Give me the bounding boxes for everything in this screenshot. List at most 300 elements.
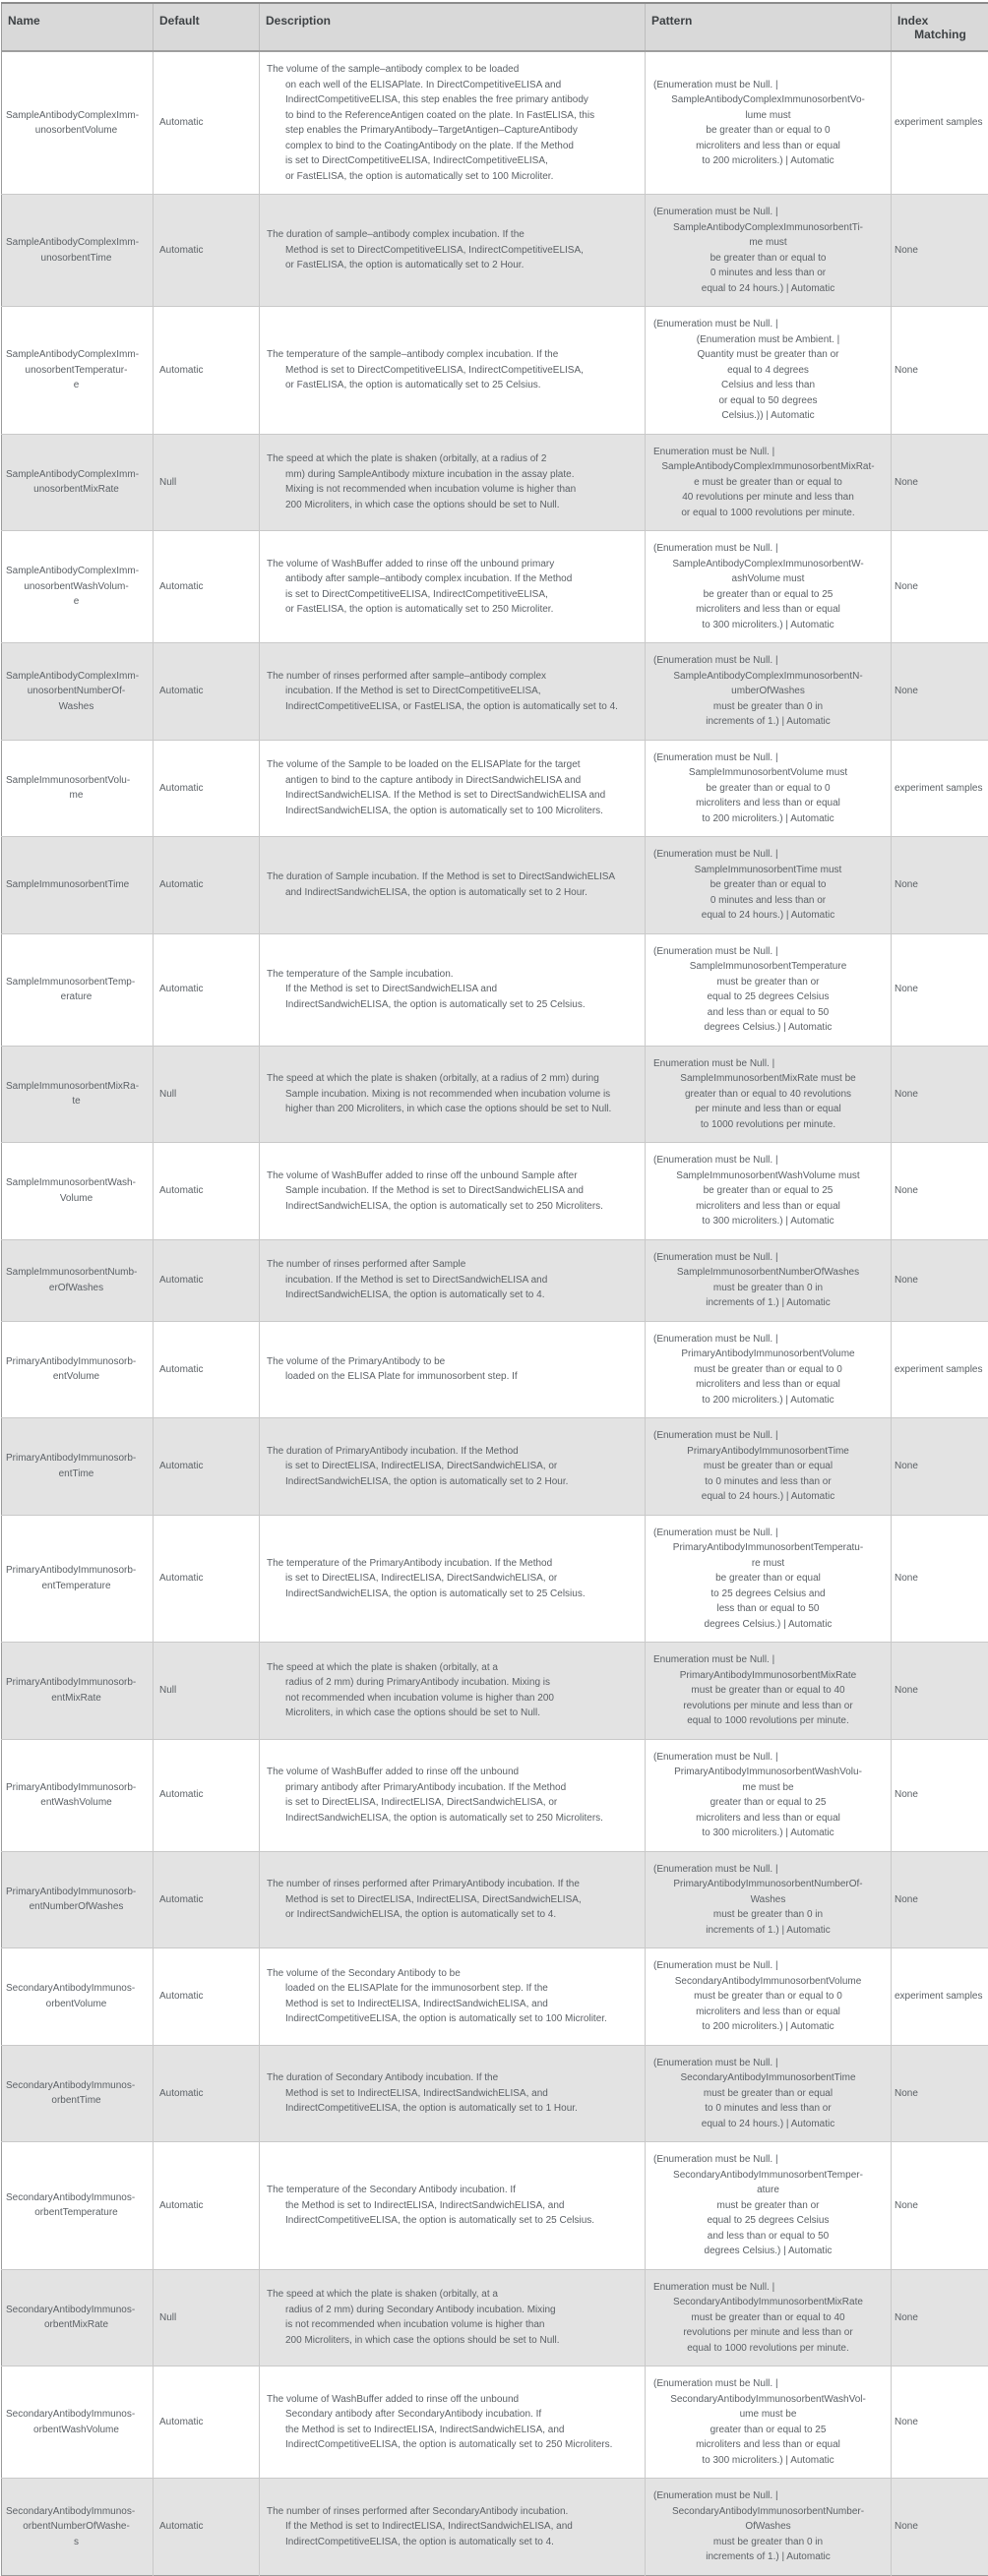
option-name-cell <box>2 643 154 741</box>
text-line: SecondaryAntibodyImmunos- <box>6 2407 147 2423</box>
option-name-cell <box>2 2045 154 2142</box>
text-line: unosorbentNumberOf- <box>6 684 147 699</box>
text-line: SecondaryAntibodyImmunos- <box>6 2190 147 2206</box>
text-line: or IndirectSandwichELISA, the option is automatically set to 4. <box>267 1907 639 1923</box>
text-line: SecondaryAntibodyImmunos- <box>6 2504 147 2520</box>
text-line: microliters and less than or equal <box>653 1377 883 1393</box>
text-line: The volume of the sample–antibody complex to be loaded <box>267 62 639 78</box>
text-line: SecondaryAntibodyImmunosorbentWashVol- <box>653 2392 883 2408</box>
text-line: to 1000 revolutions per minute. <box>653 1117 883 1133</box>
table-row <box>2 1643 988 1740</box>
text-line: unosorbentVolume <box>6 123 147 139</box>
description-cell <box>260 740 646 837</box>
text-line: (Enumeration must be Null. | <box>653 1428 883 1444</box>
default-value-cell: Automatic <box>154 195 260 307</box>
text-line: OfWashes <box>653 2519 883 2535</box>
text-line: must be greater than or equal to 40 <box>653 1683 883 1699</box>
index-matching-cell: None <box>892 933 988 1046</box>
text-line: or FastELISA, the option is automatically set to 2 Hour. <box>267 258 639 273</box>
text-line: complex to bind to the CoatingAntibody on the plate. If the Method <box>267 139 639 154</box>
pattern-cell <box>646 1321 892 1418</box>
options-table-body <box>2 51 988 2575</box>
default-value-cell: Automatic <box>154 1948 260 2046</box>
index-matching-cell: None <box>892 2142 988 2270</box>
text-line: PrimaryAntibodyImmunosorbentWashVolu- <box>653 1765 883 1780</box>
option-name-cell <box>2 740 154 837</box>
text-line: orbentVolume <box>6 1997 147 2012</box>
text-line: unosorbentTime <box>6 251 147 267</box>
text-line: must be greater than or <box>653 2198 883 2214</box>
pattern-cell <box>646 307 892 435</box>
text-line: IndirectSandwichELISA, the option is automatically set to 250 Microliters. <box>267 1199 639 1215</box>
description-cell <box>260 531 646 643</box>
text-line: lume must <box>653 108 883 124</box>
text-line: e <box>6 378 147 393</box>
text-line: be greater than or equal to 25 <box>653 587 883 603</box>
table-row <box>2 51 988 195</box>
text-line: less than or equal to 50 <box>653 1601 883 1617</box>
text-line: must be greater than 0 in <box>653 699 883 715</box>
table-row <box>2 531 988 643</box>
text-line: equal to 4 degrees <box>653 363 883 379</box>
text-line: SampleAntibodyComplexImm- <box>6 108 147 124</box>
option-name-cell <box>2 1046 154 1143</box>
table-row <box>2 2269 988 2366</box>
text-line: Enumeration must be Null. | <box>653 2280 883 2296</box>
table-row <box>2 740 988 837</box>
text-line: SampleImmunosorbentVolume must <box>653 765 883 781</box>
text-line: orbentNumberOfWashe- <box>6 2519 147 2535</box>
text-line: equal to 24 hours.) | Automatic <box>653 908 883 924</box>
text-line: IndirectCompetitiveELISA, the option is automatically set to 25 Celsius. <box>267 2213 639 2229</box>
text-line: degrees Celsius.) | Automatic <box>653 1020 883 1036</box>
description-cell <box>260 195 646 307</box>
text-line: SampleAntibodyComplexImmunosorbentVo- <box>653 92 883 108</box>
text-line: The temperature of the Secondary Antibody incubation. If <box>267 2183 639 2198</box>
text-line: equal to 24 hours.) | Automatic <box>653 281 883 297</box>
option-name-cell <box>2 2269 154 2366</box>
text-line: orbentMixRate <box>6 2317 147 2333</box>
text-line: IndirectSandwichELISA, the option is automatically set to 25 Celsius. <box>267 1587 639 1602</box>
text-line: degrees Celsius.) | Automatic <box>653 2244 883 2259</box>
table-row <box>2 933 988 1046</box>
text-line: If the Method is set to DirectSandwichELISA and <box>267 982 639 997</box>
text-line: antibody after sample–antibody complex incubation. If the Method <box>267 571 639 587</box>
text-line: PrimaryAntibodyImmunosorb- <box>6 1451 147 1467</box>
text-line: orbentTime <box>6 2093 147 2109</box>
description-cell <box>260 2269 646 2366</box>
text-line: SecondaryAntibodyImmunosorbentTime <box>653 2070 883 2086</box>
text-line: The volume of WashBuffer added to rinse off the unbound <box>267 2392 639 2408</box>
text-line: SampleImmunosorbentNumb- <box>6 1265 147 1281</box>
table-row <box>2 2045 988 2142</box>
index-matching-cell: None <box>892 643 988 741</box>
table-row <box>2 2479 988 2576</box>
option-name-cell <box>2 933 154 1046</box>
default-value-cell: Null <box>154 2269 260 2366</box>
text-line: revolutions per minute and less than or <box>653 2325 883 2341</box>
table-row <box>2 1143 988 1240</box>
text-line: must be greater than or equal to 0 <box>653 1362 883 1378</box>
text-line: to 200 microliters.) | Automatic <box>653 811 883 827</box>
option-name-cell <box>2 2479 154 2576</box>
text-line: The volume of WashBuffer added to rinse off the unbound Sample after <box>267 1168 639 1184</box>
index-matching-cell: None <box>892 837 988 934</box>
text-line: SampleAntibodyComplexImmunosorbentMixRat- <box>653 459 883 475</box>
text-line: The volume of the Secondary Antibody to be <box>267 1966 639 1982</box>
text-line: greater than or equal to 25 <box>653 1795 883 1811</box>
text-line: to bind to the ReferenceAntigen coated on the plate. In FastELISA, this <box>267 108 639 124</box>
text-line: The temperature of the PrimaryAntibody incubation. If the Method <box>267 1556 639 1572</box>
index-matching-cell: None <box>892 434 988 531</box>
text-line: microliters and less than or equal <box>653 2005 883 2020</box>
pattern-cell <box>646 2269 892 2366</box>
text-line: re must <box>653 1556 883 1572</box>
text-line: 0 minutes and less than or <box>653 893 883 909</box>
text-line: to 300 microliters.) | Automatic <box>653 618 883 633</box>
option-name-cell <box>2 1239 154 1321</box>
text-line: IndirectSandwichELISA, the option is automatically set to 100 Microliters. <box>267 804 639 819</box>
text-line: to 0 minutes and less than or <box>653 1474 883 1490</box>
text-line: the Method is set to IndirectELISA, IndirectSandwichELISA, and <box>267 2423 639 2438</box>
column-header-description <box>260 3 646 51</box>
text-line: is set to DirectCompetitiveELISA, IndirectCompetitiveELISA, <box>267 153 639 169</box>
description-cell <box>260 2142 646 2270</box>
text-line: SampleAntibodyComplexImm- <box>6 235 147 251</box>
text-line: and IndirectSandwichELISA, the option is automatically set to 2 Hour. <box>267 885 639 901</box>
text-line: (Enumeration must be Null. | <box>653 1250 883 1266</box>
default-value-cell: Automatic <box>154 1143 260 1240</box>
text-line: SampleAntibodyComplexImm- <box>6 669 147 685</box>
text-line: (Enumeration must be Ambient. | <box>653 332 883 348</box>
option-name-cell <box>2 531 154 643</box>
text-line: incubation. If the Method is set to DirectSandwichELISA and <box>267 1273 639 1288</box>
text-line: equal to 24 hours.) | Automatic <box>653 1489 883 1505</box>
text-line: (Enumeration must be Null. | <box>653 653 883 669</box>
text-line: (Enumeration must be Null. | <box>653 1750 883 1766</box>
text-line: The duration of PrimaryAntibody incubation. If the Method <box>267 1444 639 1460</box>
text-line: equal to 25 degrees Celsius <box>653 989 883 1005</box>
pattern-cell <box>646 2142 892 2270</box>
index-matching-cell: None <box>892 1143 988 1240</box>
pattern-cell <box>646 740 892 837</box>
text-line: Name <box>8 14 147 28</box>
text-line: to 300 microliters.) | Automatic <box>653 2453 883 2469</box>
text-line: ume must be <box>653 2407 883 2423</box>
text-line: The number of rinses performed after PrimaryAntibody incubation. If the <box>267 1877 639 1892</box>
text-line: (Enumeration must be Null. | <box>653 2056 883 2071</box>
text-line: te <box>6 1094 147 1109</box>
text-line: me must be <box>653 1780 883 1796</box>
text-line: is not recommended when incubation volume is higher than <box>267 2317 639 2333</box>
description-cell <box>260 307 646 435</box>
table-row <box>2 307 988 435</box>
text-line: increments of 1.) | Automatic <box>653 1295 883 1311</box>
text-line: to 200 microliters.) | Automatic <box>653 153 883 169</box>
text-line: incubation. If the Method is set to DirectCompetitiveELISA, <box>267 684 639 699</box>
default-value-cell: Automatic <box>154 1515 260 1643</box>
index-matching-cell: experiment samples <box>892 1948 988 2046</box>
text-line: per minute and less than or equal <box>653 1102 883 1117</box>
index-matching-cell: None <box>892 1643 988 1740</box>
description-cell <box>260 1418 646 1516</box>
text-line: SampleAntibodyComplexImmunosorbentN- <box>653 669 883 685</box>
text-line: The number of rinses performed after SecondaryAntibody incubation. <box>267 2504 639 2520</box>
text-line: SecondaryAntibodyImmunos- <box>6 1981 147 1997</box>
text-line: PrimaryAntibodyImmunosorbentMixRate <box>653 1668 883 1684</box>
text-line: SampleAntibodyComplexImmunosorbentW- <box>653 557 883 572</box>
description-cell <box>260 643 646 741</box>
text-line: If the Method is set to IndirectELISA, IndirectSandwichELISA, and <box>267 2519 639 2535</box>
text-line: SampleImmunosorbentNumberOfWashes <box>653 1265 883 1281</box>
pattern-cell <box>646 2479 892 2576</box>
text-line: (Enumeration must be Null. | <box>653 1862 883 1878</box>
index-matching-cell: experiment samples <box>892 1321 988 1418</box>
index-matching-cell: None <box>892 1739 988 1851</box>
text-line: IndirectSandwichELISA, the option is automatically set to 250 Microliters. <box>267 1811 639 1827</box>
text-line: or equal to 50 degrees <box>653 393 883 409</box>
table-row <box>2 1851 988 1948</box>
text-line: entTemperature <box>6 1579 147 1594</box>
text-line: The speed at which the plate is shaken (orbitally, at a radius of 2 mm) during <box>267 1071 639 1087</box>
text-line: IndirectCompetitiveELISA, or FastELISA, the option is automatically set to 4. <box>267 699 639 715</box>
text-line: (Enumeration must be Null. | <box>653 78 883 93</box>
text-line: (Enumeration must be Null. | <box>653 317 883 332</box>
text-line: The volume of the Sample to be loaded on the ELISAPlate for the target <box>267 757 639 773</box>
text-line: Celsius.)) | Automatic <box>653 408 883 424</box>
pattern-cell <box>646 195 892 307</box>
description-cell <box>260 2479 646 2576</box>
text-line: Enumeration must be Null. | <box>653 1056 883 1072</box>
table-row <box>2 1239 988 1321</box>
text-line: be greater than or equal <box>653 1571 883 1587</box>
text-line: increments of 1.) | Automatic <box>653 714 883 730</box>
text-line: must be greater than or equal to 0 <box>653 1989 883 2005</box>
text-line: or FastELISA, the option is automatically set to 100 Microliter. <box>267 169 639 185</box>
pattern-cell <box>646 1143 892 1240</box>
text-line: SecondaryAntibodyImmunosorbentTemper- <box>653 2168 883 2184</box>
text-line: must be greater than or equal <box>653 2086 883 2102</box>
table-row <box>2 1948 988 2046</box>
text-line: SampleAntibodyComplexImmunosorbentTi- <box>653 220 883 236</box>
text-line: e <box>6 594 147 610</box>
table-row <box>2 1046 988 1143</box>
table-row <box>2 434 988 531</box>
default-value-cell: Null <box>154 434 260 531</box>
text-line: (Enumeration must be Null. | <box>653 847 883 863</box>
text-line: Volume <box>6 1191 147 1207</box>
text-line: and less than or equal to 50 <box>653 1005 883 1021</box>
text-line: Method is set to DirectCompetitiveELISA, IndirectCompetitiveELISA, <box>267 363 639 379</box>
pattern-cell <box>646 1046 892 1143</box>
default-value-cell: Automatic <box>154 2479 260 2576</box>
text-line: greater than or equal to 40 revolutions <box>653 1087 883 1103</box>
text-line: (Enumeration must be Null. | <box>653 1958 883 1974</box>
text-line: s <box>6 2535 147 2550</box>
text-line: to 200 microliters.) | Automatic <box>653 2019 883 2035</box>
index-matching-cell: None <box>892 195 988 307</box>
default-value-cell: Automatic <box>154 531 260 643</box>
text-line: Celsius and less than <box>653 378 883 393</box>
text-line: mm) during SampleAntibody mixture incubation in the assay plate. <box>267 467 639 483</box>
default-value-cell: Automatic <box>154 1739 260 1851</box>
text-line: radius of 2 mm) during Secondary Antibody incubation. Mixing <box>267 2303 639 2318</box>
text-line: SecondaryAntibodyImmunosorbentVolume <box>653 1974 883 1990</box>
text-line: primary antibody after PrimaryAntibody incubation. If the Method <box>267 1780 639 1796</box>
text-line: Method is set to DirectELISA, IndirectELISA, DirectSandwichELISA, <box>267 1892 639 1908</box>
description-cell <box>260 1515 646 1643</box>
description-cell <box>260 1948 646 2046</box>
text-line: must be greater than or <box>653 975 883 990</box>
pattern-cell <box>646 531 892 643</box>
text-line: Method is set to DirectCompetitiveELISA, IndirectCompetitiveELISA, <box>267 243 639 259</box>
text-line: The duration of Secondary Antibody incubation. If the <box>267 2070 639 2086</box>
pattern-cell <box>646 837 892 934</box>
text-line: (Enumeration must be Null. | <box>653 205 883 220</box>
default-value-cell: Null <box>154 1046 260 1143</box>
text-line: equal to 25 degrees Celsius <box>653 2213 883 2229</box>
text-line: SampleImmunosorbentTemperature <box>653 959 883 975</box>
option-name-cell <box>2 2142 154 2270</box>
text-line: The volume of WashBuffer added to rinse off the unbound <box>267 1765 639 1780</box>
index-matching-cell: None <box>892 1046 988 1143</box>
text-line: SampleImmunosorbentTime must <box>653 863 883 878</box>
text-line: 200 Microliters, in which case the options should be set to Null. <box>267 2333 639 2349</box>
text-line: SampleImmunosorbentMixRa- <box>6 1079 147 1095</box>
header-row <box>2 3 988 51</box>
text-line: PrimaryAntibodyImmunosorbentNumberOf- <box>653 1877 883 1892</box>
text-line: orbentWashVolume <box>6 2423 147 2438</box>
text-line: loaded on the ELISA Plate for immunosorbent step. If <box>267 1369 639 1385</box>
text-line: e must be greater than or equal to <box>653 475 883 491</box>
text-line: to 300 microliters.) | Automatic <box>653 1826 883 1841</box>
option-name-cell <box>2 837 154 934</box>
default-value-cell: Null <box>154 1643 260 1740</box>
option-name-cell <box>2 195 154 307</box>
text-line: on each well of the ELISAPlate. In DirectCompetitiveELISA and <box>267 78 639 93</box>
pattern-cell <box>646 933 892 1046</box>
text-line: (Enumeration must be Null. | <box>653 541 883 557</box>
text-line: SampleImmunosorbentMixRate must be <box>653 1071 883 1087</box>
text-line: (Enumeration must be Null. | <box>653 2488 883 2504</box>
option-name-cell <box>2 2366 154 2479</box>
text-line: IndirectCompetitiveELISA, the option is automatically set to 4. <box>267 2535 639 2550</box>
text-line: to 200 microliters.) | Automatic <box>653 1393 883 1408</box>
text-line: microliters and less than or equal <box>653 2437 883 2453</box>
text-line: Washes <box>653 1892 883 1908</box>
text-line: be greater than or equal to 0 <box>653 123 883 139</box>
pattern-cell <box>646 434 892 531</box>
text-line: PrimaryAntibodyImmunosorb- <box>6 1780 147 1796</box>
text-line: PrimaryAntibodyImmunosorb- <box>6 1885 147 1900</box>
text-line: 40 revolutions per minute and less than <box>653 490 883 506</box>
text-line: Default <box>159 14 253 28</box>
default-value-cell: Automatic <box>154 643 260 741</box>
text-line: microliters and less than or equal <box>653 1199 883 1215</box>
text-line: Enumeration must be Null. | <box>653 1652 883 1668</box>
text-line: IndirectSandwichELISA, the option is automatically set to 2 Hour. <box>267 1474 639 1490</box>
text-line: Method is set to IndirectELISA, IndirectSandwichELISA, and <box>267 2086 639 2102</box>
text-line: erature <box>6 989 147 1005</box>
text-line: Matching <box>897 28 983 41</box>
text-line: orbentTemperature <box>6 2205 147 2221</box>
pattern-cell <box>646 2045 892 2142</box>
text-line: entVolume <box>6 1369 147 1385</box>
text-line: or FastELISA, the option is automatically set to 250 Microliter. <box>267 602 639 618</box>
text-line: to 0 minutes and less than or <box>653 2101 883 2117</box>
index-matching-cell: experiment samples <box>892 740 988 837</box>
text-line: entMixRate <box>6 1691 147 1707</box>
text-line: equal to 1000 revolutions per minute. <box>653 2341 883 2357</box>
text-line: IndirectSandwichELISA, the option is automatically set to 25 Celsius. <box>267 997 639 1013</box>
text-line: The temperature of the Sample incubation. <box>267 967 639 983</box>
text-line: loaded on the ELISAPlate for the immunosorbent step. If the <box>267 1981 639 1997</box>
default-value-cell: Automatic <box>154 933 260 1046</box>
default-value-cell: Automatic <box>154 2142 260 2270</box>
index-matching-cell: None <box>892 2269 988 2366</box>
text-line: or FastELISA, the option is automatically set to 25 Celsius. <box>267 378 639 393</box>
text-line: PrimaryAntibodyImmunosorb- <box>6 1675 147 1691</box>
text-line: Sample incubation. If the Method is set to DirectSandwichELISA and <box>267 1183 639 1199</box>
text-line: is set to DirectELISA, IndirectELISA, DirectSandwichELISA, or <box>267 1795 639 1811</box>
text-line: erOfWashes <box>6 1281 147 1296</box>
column-header-name <box>2 3 154 51</box>
text-line: SampleAntibodyComplexImm- <box>6 347 147 363</box>
text-line: greater than or equal to 25 <box>653 2423 883 2438</box>
text-line: SecondaryAntibodyImmunosorbentNumber- <box>653 2504 883 2520</box>
text-line: Washes <box>6 699 147 715</box>
text-line: must be greater than 0 in <box>653 1281 883 1296</box>
table-row <box>2 837 988 934</box>
text-line: be greater than or equal to <box>653 877 883 893</box>
options-table-header <box>2 3 988 51</box>
table-row <box>2 2142 988 2270</box>
text-line: PrimaryAntibodyImmunosorbentTemperatu- <box>653 1540 883 1556</box>
text-line: be greater than or equal to 0 <box>653 781 883 797</box>
text-line: antigen to bind to the capture antibody in DirectSandwichELISA and <box>267 773 639 789</box>
text-line: IndirectCompetitiveELISA, this step enables the free primary antibody <box>267 92 639 108</box>
description-cell <box>260 1239 646 1321</box>
column-header-index <box>892 3 988 51</box>
text-line: Sample incubation. Mixing is not recommended when incubation volume is <box>267 1087 639 1103</box>
text-line: not recommended when incubation volume is higher than 200 <box>267 1691 639 1707</box>
text-line: Enumeration must be Null. | <box>653 445 883 460</box>
index-matching-cell: None <box>892 1418 988 1516</box>
description-cell <box>260 1643 646 1740</box>
text-line: (Enumeration must be Null. | <box>653 944 883 960</box>
text-line: entWashVolume <box>6 1795 147 1811</box>
text-line: PrimaryAntibodyImmunosorb- <box>6 1354 147 1370</box>
text-line: Pattern <box>651 14 885 28</box>
description-cell <box>260 933 646 1046</box>
text-line: SampleImmunosorbentWashVolume must <box>653 1168 883 1184</box>
text-line: The volume of the PrimaryAntibody to be <box>267 1354 639 1370</box>
description-cell <box>260 1739 646 1851</box>
text-line: (Enumeration must be Null. | <box>653 1332 883 1348</box>
pattern-cell <box>646 1239 892 1321</box>
text-line: ature <box>653 2183 883 2198</box>
text-line: PrimaryAntibodyImmunosorbentVolume <box>653 1347 883 1362</box>
table-row <box>2 195 988 307</box>
text-line: to 300 microliters.) | Automatic <box>653 1214 883 1229</box>
text-line: IndirectSandwichELISA. If the Method is set to DirectSandwichELISA and <box>267 788 639 804</box>
index-matching-cell: None <box>892 2045 988 2142</box>
text-line: must be greater than 0 in <box>653 1907 883 1923</box>
table-row <box>2 1515 988 1643</box>
default-value-cell: Automatic <box>154 2366 260 2479</box>
default-value-cell: Automatic <box>154 740 260 837</box>
text-line: (Enumeration must be Null. | <box>653 2376 883 2392</box>
